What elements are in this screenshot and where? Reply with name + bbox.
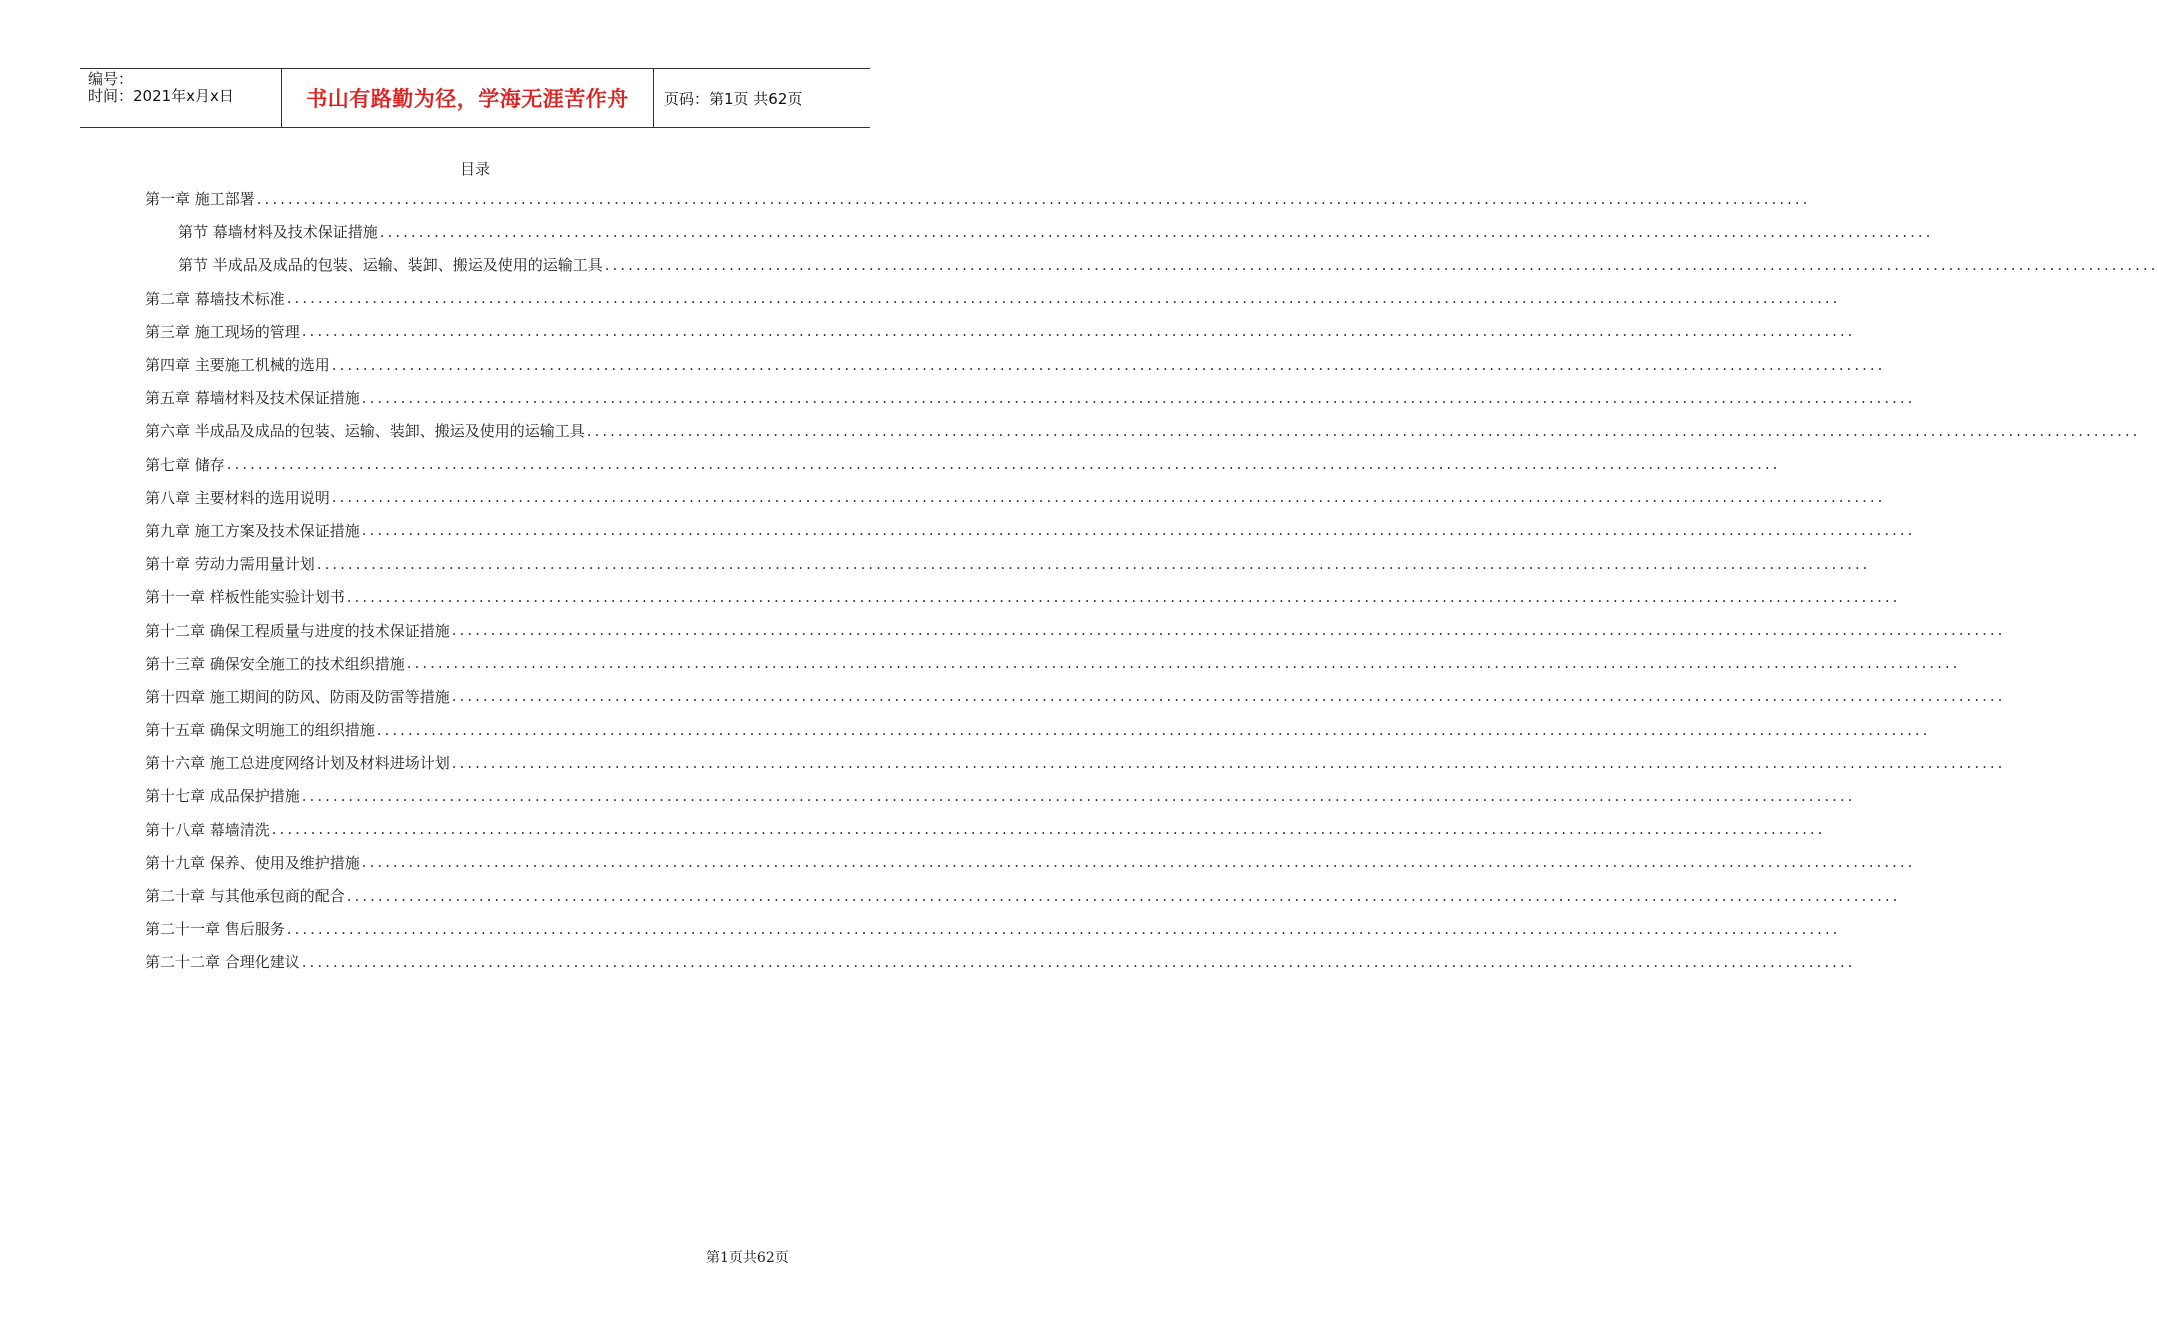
toc-entry[interactable] — [145, 613, 2006, 646]
toc-leader-dots: ........................................................................................................................................................................................................ — [301, 786, 1856, 805]
toc-entry[interactable] — [145, 348, 1886, 381]
toc-entry-text: 第节 半成品及成品的包装、运输、装卸、搬运及使用的运输工具 — [178, 256, 603, 275]
toc-leader-dots: ........................................................................................................................................................................................................ — [271, 820, 1826, 839]
toc-entry-text: 第一章 施工部署 — [145, 190, 255, 209]
toc-entry[interactable] — [145, 282, 1841, 315]
toc-entry[interactable] — [145, 315, 1856, 348]
toc-entry-text: 第九章 施工方案及技术保证措施 — [145, 521, 360, 540]
toc-entry-text: 第十七章 成品保护措施 — [145, 787, 300, 806]
toc-entry[interactable] — [145, 215, 1934, 248]
toc-entry-text: 第五章 幕墙材料及技术保证措施 — [145, 389, 360, 408]
toc-entry-text: 第十九章 保养、使用及维护措施 — [145, 853, 360, 872]
toc-entry-text: 第二十一章 售后服务 — [145, 920, 285, 939]
toc-entry[interactable] — [145, 713, 1931, 746]
toc-leader-dots: ........................................................................................................................................................................................................ — [361, 388, 1916, 407]
toc-entry[interactable] — [145, 547, 1871, 580]
toc-title: 目录 — [459, 160, 490, 178]
toc-entry-text: 第二十二章 合理化建议 — [145, 953, 300, 972]
toc-entry-text: 第七章 储存 — [145, 455, 225, 474]
toc-leader-dots: ........................................................................................................................................................................................................ — [361, 853, 1916, 872]
toc-leader-dots: ........................................................................................................................................................................................................ — [406, 654, 1961, 673]
toc-entry[interactable] — [145, 481, 1886, 514]
toc-entry-text: 第十三章 确保安全施工的技术组织措施 — [145, 654, 405, 673]
toc-entry[interactable] — [145, 912, 1841, 945]
toc-entry-text: 第十章 劳动力需用量计划 — [145, 555, 315, 574]
toc-entry[interactable] — [145, 746, 2006, 779]
toc-leader-dots: ........................................................................................................................................................................................................ — [256, 189, 1811, 208]
toc-entry[interactable] — [145, 248, 2158, 281]
toc-leader-dots: ........................................................................................................................................................................................................ — [301, 322, 1856, 341]
page-header — [80, 68, 870, 128]
toc-leader-dots: ........................................................................................................................................................................................................ — [376, 720, 1931, 739]
toc-entry[interactable] — [145, 879, 1901, 912]
toc-leader-dots: ........................................................................................................................................................................................................ — [361, 521, 1916, 540]
toc-leader-dots: ........................................................................................................................................................................................................ — [286, 919, 1841, 938]
toc-entry-text: 第三章 施工现场的管理 — [145, 322, 300, 341]
toc-entry[interactable] — [145, 182, 1811, 215]
toc-entry[interactable] — [145, 381, 1916, 414]
toc-leader-dots: ........................................................................................................................................................................................................ — [586, 421, 2141, 440]
toc-entry[interactable] — [145, 846, 1916, 879]
toc-leader-dots: ........................................................................................................................................................................................................ — [226, 455, 1781, 474]
toc-leader-dots: ........................................................................................................................................................................................................ — [316, 554, 1871, 573]
toc-entry-text: 第十五章 确保文明施工的组织措施 — [145, 721, 375, 740]
toc-leader-dots: ........................................................................................................................................................................................................ — [451, 621, 2006, 640]
toc-leader-dots: ........................................................................................................................................................................................................ — [379, 222, 1934, 241]
toc-entry[interactable] — [145, 514, 1916, 547]
toc-leader-dots: ........................................................................................................................................................................................................ — [286, 289, 1841, 308]
toc-entry-text: 第十一章 样板性能实验计划书 — [145, 588, 345, 607]
toc-leader-dots: ........................................................................................................................................................................................................ — [604, 255, 2158, 274]
header-page-info: 页码：第1页 共62页 — [664, 89, 803, 108]
toc-entry[interactable] — [145, 647, 1961, 680]
toc-entry[interactable] — [145, 580, 1901, 613]
toc-entry-text: 第八章 主要材料的选用说明 — [145, 488, 330, 507]
document-number-label: 编号： — [88, 70, 134, 88]
toc-entry-text: 第二十章 与其他承包商的配合 — [145, 887, 345, 906]
toc-entry[interactable] — [145, 414, 2141, 447]
toc-entry-text: 第十八章 幕墙清洗 — [145, 820, 270, 839]
toc-entry-text: 第二章 幕墙技术标准 — [145, 289, 285, 308]
toc-leader-dots: ........................................................................................................................................................................................................ — [451, 687, 2006, 706]
toc-entry-text: 第十二章 确保工程质量与进度的技术保证措施 — [145, 621, 450, 640]
toc-entry-text: 第节 幕墙材料及技术保证措施 — [178, 223, 378, 242]
toc-leader-dots: ........................................................................................................................................................................................................ — [331, 488, 1886, 507]
footer-page-info: 第1页共62页 — [706, 1250, 789, 1266]
toc-leader-dots: ........................................................................................................................................................................................................ — [331, 355, 1886, 374]
header-meta-cell — [80, 69, 282, 127]
toc-leader-dots: ........................................................................................................................................................................................................ — [346, 886, 1901, 905]
toc-entry[interactable] — [145, 680, 2006, 713]
toc-entry[interactable] — [145, 779, 1856, 812]
table-of-contents — [145, 182, 2158, 979]
document-time-label: 时间：2021年x月x日 — [88, 87, 234, 105]
toc-entry-text: 第四章 主要施工机械的选用 — [145, 356, 330, 375]
toc-leader-dots: ........................................................................................................................................................................................................ — [346, 587, 1901, 606]
toc-entry-text: 第六章 半成品及成品的包装、运输、装卸、搬运及使用的运输工具 — [145, 422, 585, 441]
toc-entry-text: 第十六章 施工总进度网络计划及材料进场计划 — [145, 754, 450, 773]
toc-entry-text: 第十四章 施工期间的防风、防雨及防雷等措施 — [145, 687, 450, 706]
toc-entry[interactable] — [145, 448, 1781, 481]
toc-entry[interactable] — [145, 813, 1826, 846]
toc-leader-dots: ........................................................................................................................................................................................................ — [301, 952, 1856, 971]
toc-leader-dots: ........................................................................................................................................................................................................ — [451, 753, 2006, 772]
header-motto: 书山有路勤为径，学海无涯苦作舟 — [282, 69, 654, 127]
toc-entry[interactable] — [145, 945, 1856, 978]
